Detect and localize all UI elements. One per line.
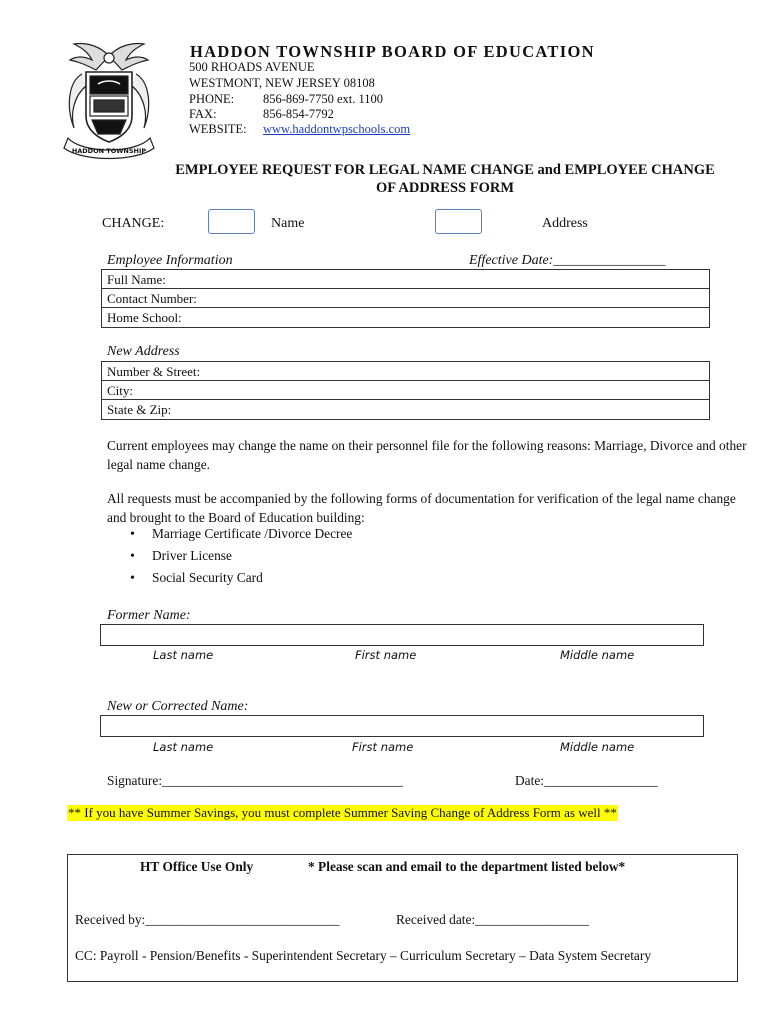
change-label: CHANGE: xyxy=(102,216,165,231)
name-change-checkbox[interactable] xyxy=(208,209,255,234)
new-last-name-label: Last name xyxy=(153,740,214,754)
form-title: EMPLOYEE REQUEST FOR LEGAL NAME CHANGE and EMPLOYEE CHANGE OF ADDRESS FORM xyxy=(175,162,715,196)
former-middle-name-label: Middle name xyxy=(560,648,635,662)
address-option-label: Address xyxy=(542,216,588,231)
city-field[interactable]: City: xyxy=(102,381,709,400)
new-name-input[interactable] xyxy=(100,715,704,737)
address-change-checkbox[interactable] xyxy=(435,209,482,234)
reasons-paragraph: Current employees may change the name on their personnel file for the following reasons: Marriage, Divorce and other legal name change. xyxy=(107,438,747,472)
former-name-input[interactable] xyxy=(100,624,704,646)
effective-date-field[interactable]: Effective Date:________________ xyxy=(469,253,666,268)
org-name: HADDON TOWNSHIP BOARD OF EDUCATION xyxy=(190,42,595,61)
documents-list xyxy=(130,523,352,589)
svg-text:HADDON TOWNSHIP: HADDON TOWNSHIP xyxy=(71,147,147,155)
received-date-field[interactable]: Received date:_________________ xyxy=(396,912,590,927)
employee-info-heading: Employee Information xyxy=(107,253,233,268)
contact-number-field[interactable]: Contact Number: xyxy=(102,289,709,308)
office-use-box xyxy=(67,854,738,982)
new-middle-name-label: Middle name xyxy=(560,740,635,754)
website-link[interactable]: www.haddontwpschools.com xyxy=(263,122,411,136)
state-zip-field[interactable]: State & Zip: xyxy=(107,402,172,417)
district-crest-logo xyxy=(62,38,156,160)
full-name-field[interactable]: Full Name: xyxy=(102,270,709,289)
fax-line: FAX: 856-854-7792 xyxy=(189,107,334,121)
name-option-label: Name xyxy=(271,216,305,231)
list-item: • Social Security Card xyxy=(130,567,352,589)
office-use-title: HT Office Use Only xyxy=(140,859,254,874)
former-last-name-label: Last name xyxy=(153,648,214,662)
new-address-heading: New Address xyxy=(107,344,180,359)
website-line: WEBSITE: www.haddontwpschools.com xyxy=(189,122,411,136)
summer-savings-note: ** If you have Summer Savings, you must complete Summer Saving Change of Address Form as well ** xyxy=(68,805,617,820)
former-first-name-label: First name xyxy=(355,648,417,662)
new-first-name-label: First name xyxy=(352,740,414,754)
cc-list: CC: Payroll - Pension/Benefits - Superintendent Secretary – Curriculum Secretary – Data System Secretary xyxy=(75,948,652,963)
former-name-heading: Former Name: xyxy=(107,608,191,623)
list-item: • Marriage Certificate /Divorce Decree xyxy=(130,523,352,545)
new-name-heading: New or Corrected Name: xyxy=(107,699,249,714)
date-field[interactable]: Date:_________________ xyxy=(515,773,658,788)
city-line: WESTMONT, NEW JERSEY 08108 xyxy=(189,76,375,90)
signature-field[interactable]: Signature:____________________________________ xyxy=(107,773,404,788)
received-by-field[interactable]: Received by:_____________________________ xyxy=(75,912,340,927)
phone-line: PHONE: 856-869-7750 ext. 1100 xyxy=(189,92,384,106)
list-item: • Driver License xyxy=(130,545,352,567)
street-field[interactable]: Number & Street: xyxy=(102,362,709,381)
street-address: 500 RHOADS AVENUE xyxy=(189,60,315,74)
documentation-paragraph: All requests must be accompanied by the following forms of documentation for verification of the legal name change and brought to the Board of Education building: xyxy=(107,491,736,525)
new-address-table xyxy=(101,361,710,420)
home-school-field[interactable]: Home School: xyxy=(107,310,182,325)
employee-info-table xyxy=(101,269,710,328)
scan-instruction: * Please scan and email to the department listed below* xyxy=(308,859,626,874)
